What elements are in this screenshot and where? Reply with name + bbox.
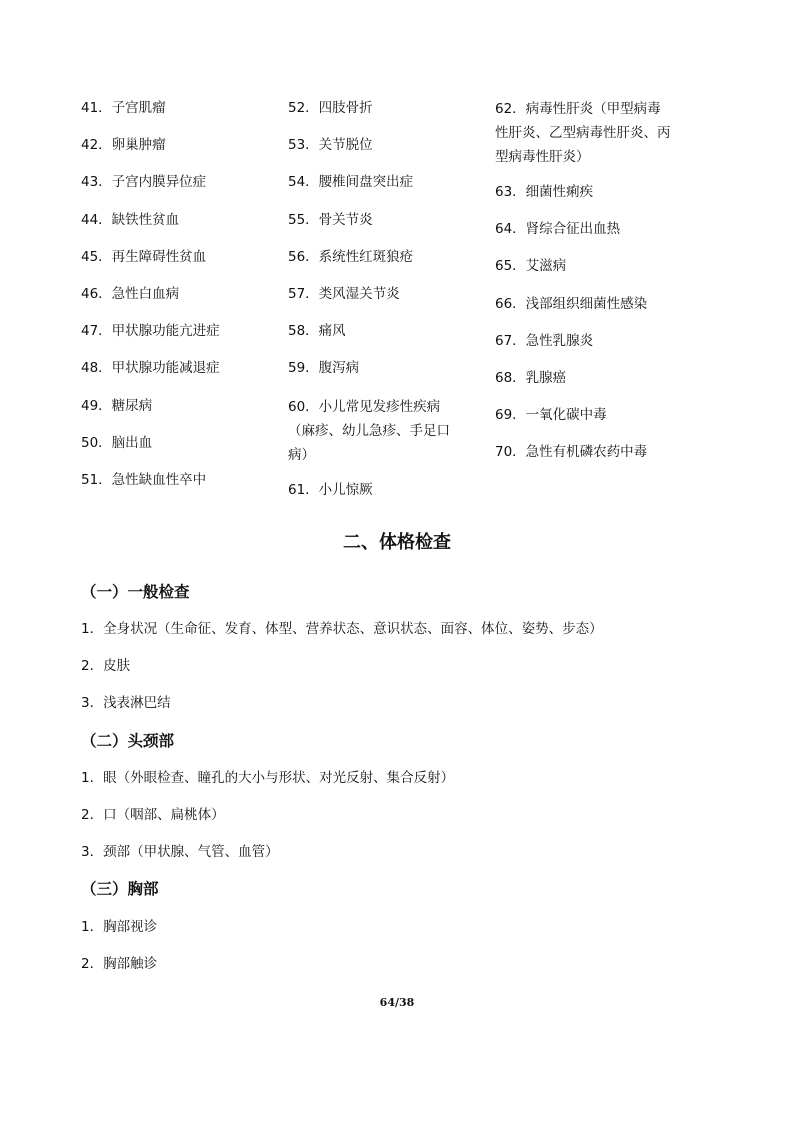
list-item: 59．腹泻病 xyxy=(288,360,360,377)
exam-item: 3．浅表淋巴结 xyxy=(81,695,171,711)
list-item: 65．艾滋病 xyxy=(495,258,567,275)
list-item: 66．浅部组织细菌性感染 xyxy=(495,295,648,312)
list-item: 57．类风湿关节炎 xyxy=(288,285,400,302)
list-item: 62．病毒性肝炎（甲型病毒性肝炎、乙型病毒性肝炎、丙型病毒性肝炎） xyxy=(495,101,671,165)
list-item: 60．小儿常见发疹性疾病（麻疹、幼儿急疹、手足口病） xyxy=(288,398,450,463)
list-item: 49．糖尿病 xyxy=(81,397,153,414)
exam-item: 2．皮肤 xyxy=(81,658,131,674)
list-item: 69．一氧化碳中毒 xyxy=(495,407,607,424)
list-item: 56．系统性红斑狼疮 xyxy=(288,248,414,265)
list-item: 70．急性有机磷农药中毒 xyxy=(495,444,648,461)
page-number: 64/38 xyxy=(379,996,415,1009)
list-item: 46．急性白血病 xyxy=(81,285,180,302)
list-item: 42．卵巢肿瘤 xyxy=(81,137,166,154)
exam-item: 2．胸部触诊 xyxy=(81,956,158,972)
disease-list-column-2 xyxy=(288,97,478,501)
list-item: 63．细菌性痢疾 xyxy=(495,184,594,200)
list-item: 48．甲状腺功能减退症 xyxy=(81,360,220,377)
list-item: 61．小儿惊厥 xyxy=(288,481,373,498)
list-item: 44．缺铁性贫血 xyxy=(81,211,180,228)
subsection-heading-general-exam: （一）一般检查 xyxy=(81,583,190,601)
list-item: 47．甲状腺功能亢进症 xyxy=(81,323,220,340)
list-item: 41．子宫肌瘤 xyxy=(81,100,166,116)
subsection-heading-chest: （三）胸部 xyxy=(81,880,159,898)
list-item: 45．再生障碍性贫血 xyxy=(81,248,207,265)
list-item: 64．肾综合征出血热 xyxy=(495,221,621,238)
disease-list-column-3 xyxy=(495,97,705,479)
exam-item: 1．胸部视诊 xyxy=(81,919,158,935)
list-item: 68．乳腺癌 xyxy=(495,369,567,386)
list-item: 58．痛风 xyxy=(288,323,346,340)
list-item: 43．子宫内膜异位症 xyxy=(81,174,207,191)
list-item: 54．腰椎间盘突出症 xyxy=(288,174,414,191)
disease-list-column-1 xyxy=(81,97,271,506)
list-item: 52．四肢骨折 xyxy=(288,100,373,116)
list-item: 50．脑出血 xyxy=(81,434,153,451)
list-item: 51．急性缺血性卒中 xyxy=(81,471,207,488)
exam-item: 1．眼（外眼检查、瞳孔的大小与形状、对光反射、集合反射） xyxy=(81,770,455,786)
subsection-heading-head-neck: （二）头颈部 xyxy=(81,732,175,750)
exam-item: 2．口（咽部、扁桃体） xyxy=(81,807,225,823)
list-item: 55．骨关节炎 xyxy=(288,211,373,228)
exam-item: 1．全身状况（生命征、发育、体型、营养状态、意识状态、面容、体位、姿势、步态） xyxy=(81,621,603,637)
list-item: 67．急性乳腺炎 xyxy=(495,332,594,349)
exam-item: 3．颈部（甲状腺、气管、血管） xyxy=(81,844,279,860)
list-item: 53．关节脱位 xyxy=(288,137,373,154)
section-title: 二、体格检查 xyxy=(343,532,451,553)
